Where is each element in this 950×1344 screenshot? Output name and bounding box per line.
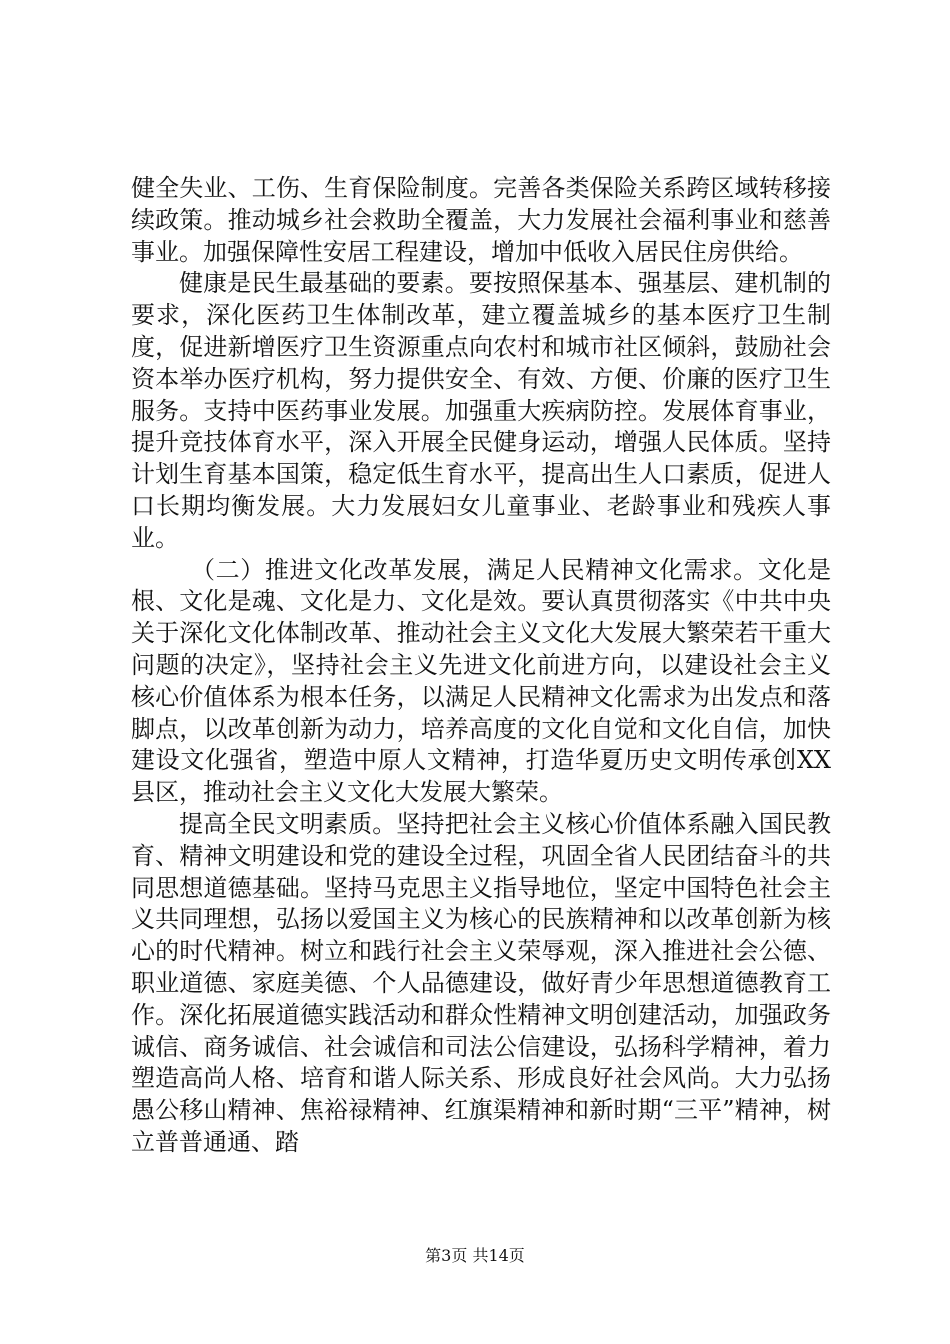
paragraph-culture-reform: （二）推进文化改革发展，满足人民精神文化需求。文化是根、文化是魂、文化是力、文化是效。要认真贯彻落实《中共中央关于深化文化体制改革、推动社会主义文化大发展大繁荣若干重大问题的决定》，坚持社会主义先进文化前进方向，以建设社会主义核心价值体系为根本任务，以满足人民精神文化需求为出发点和落脚点，以改革创新为动力，培养高度的文化自觉和文化自信，加快建设文化强省，塑造中原人文精神，打造华夏历史文明传承创XX县区，推动社会主义文化大发展大繁荣。: [131, 555, 831, 807]
paragraph-health: 健康是民生最基础的要素。要按照保基本、强基层、建机制的要求，深化医药卫生体制改革，建立覆盖城乡的基本医疗卫生制度，促进新增医疗卫生资源重点向农村和城市社区倾斜，鼓励社会资本举办医疗机构，努力提供安全、有效、方便、价廉的医疗卫生服务。支持中医药事业发展。加强重大疾病防控。发展体育事业，提升竞技体育水平，深入开展全民健身运动，增强人民体质。坚持计划生育基本国策，稳定低生育水平，提高出生人口素质，促进人口长期均衡发展。大力发展妇女儿童事业、老龄事业和残疾人事业。: [131, 269, 831, 552]
paragraph-social-insurance: 健全失业、工伤、生育保险制度。完善各类保险关系跨区域转移接续政策。推动城乡社会救助全覆盖，大力发展社会福利事业和慈善事业。加强保障性安居工程建设，增加中低收入居民住房供给。: [131, 174, 831, 266]
paragraph-civic-quality: 提高全民文明素质。坚持把社会主义核心价值体系融入国民教育、精神文明建设和党的建设全过程，巩固全省人民团结奋斗的共同思想道德基础。坚持马克思主义指导地位，坚定中国特色社会主义共同理想，弘扬以爱国主义为核心的民族精神和以改革创新为核心的时代精神。树立和践行社会主义荣辱观，深入推进社会公德、职业道德、家庭美德、个人品德建设，做好青少年思想道德教育工作。深化拓展道德实践活动和群众性精神文明创建活动，加强政务诚信、商务诚信、社会诚信和司法公信建设，弘扬科学精神，着力塑造高尚人格、培育和谐人际关系、形成良好社会风尚。大力弘扬愚公移山精神、焦裕禄精神、红旗渠精神和新时期“三平”精神，树立普普通通、踏: [131, 809, 831, 1156]
page-footer: 第3页 共14页: [425, 1246, 525, 1265]
document-body: [131, 173, 831, 1159]
